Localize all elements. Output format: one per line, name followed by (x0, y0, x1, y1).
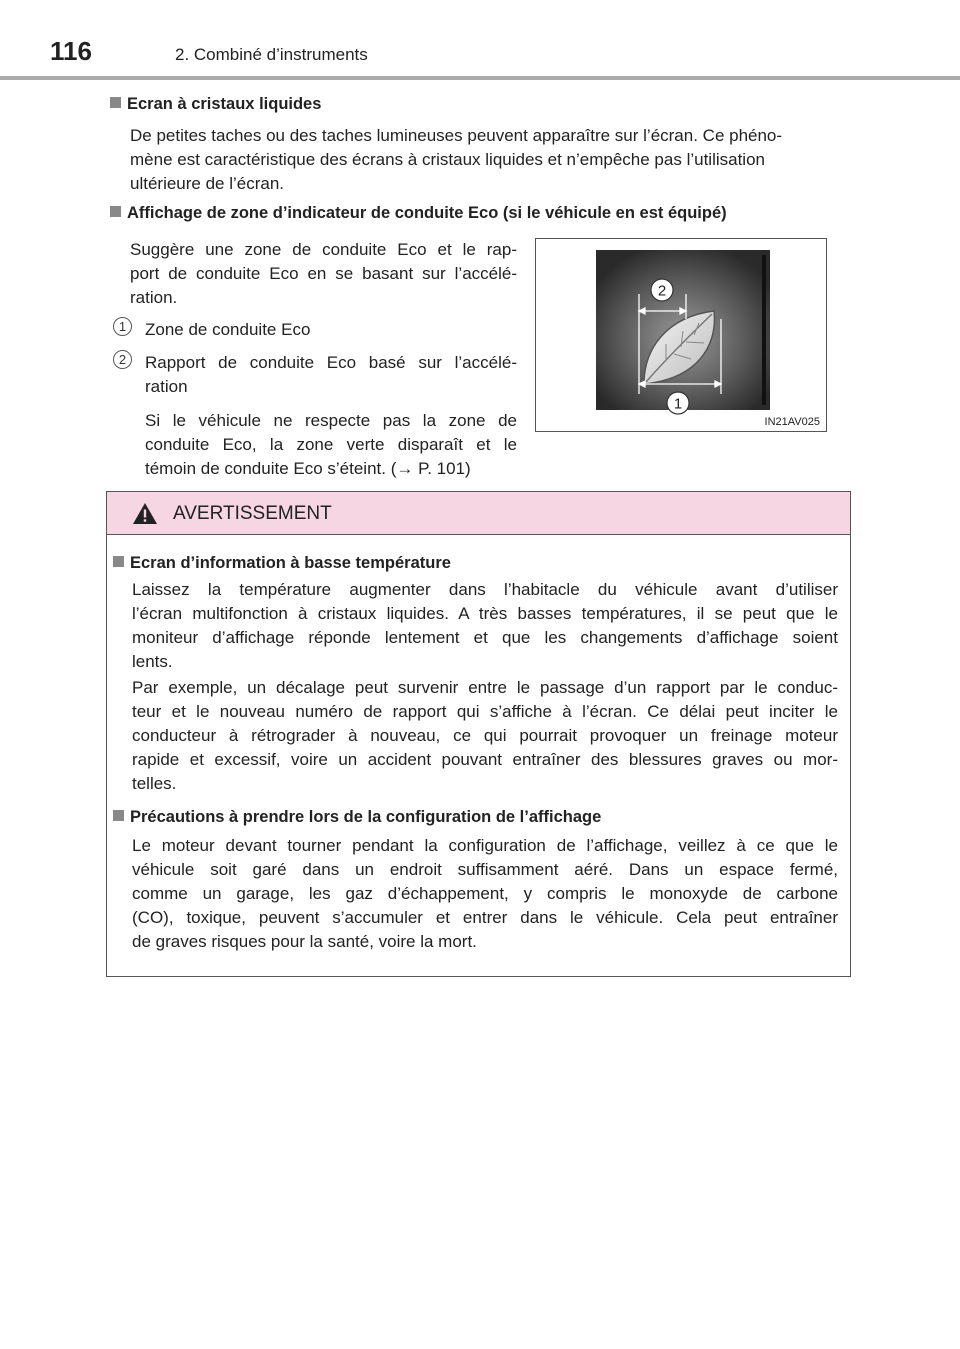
svg-text:2: 2 (657, 282, 667, 300)
warning-line: l’écran multifonction à cristaux liquides. A très basses températures, il se peut que le (132, 604, 838, 623)
square-bullet-icon (113, 556, 124, 567)
warning-section-heading: Ecran d’information à basse température (113, 552, 451, 574)
warning-section-heading: Précautions à prendre lors de la configuration de l’affichage (113, 806, 601, 828)
square-bullet-icon (113, 810, 124, 821)
warning-line: conducteur à rétrograder à nouveau, ce qui pourrait provoquer un freinage moteur (132, 726, 838, 745)
eco-intro-line: port de conduite Eco en se basant sur l’accélé- (130, 264, 517, 283)
warning-line: telles. (132, 774, 177, 793)
eco-indicator-figure (535, 238, 827, 432)
callout-2 (651, 279, 673, 301)
warning-line: rapide et excessif, voire un accident pouvant entraîner des blessures graves ou mor- (132, 750, 838, 769)
header-rule (0, 76, 960, 80)
eco-intro-line: ration. (130, 288, 178, 307)
warning-line: véhicule soit garé dans un endroit suffisamment aéré. Dans un espace fermé, (132, 860, 838, 879)
eco-item-2-label: Rapport de conduite Eco basé sur l’accélé- (145, 353, 517, 372)
section-heading-lcd: Ecran à cristaux liquides (110, 93, 321, 115)
warning-line: Le moteur devant tourner pendant la configuration de l’affichage, veillez à ce que le (132, 836, 838, 855)
page-number: 116 (50, 36, 92, 66)
eco-intro-line: Suggère une zone de conduite Eco et le rap- (130, 240, 517, 259)
warning-line: de graves risques pour la santé, voire la mort. (132, 932, 477, 951)
eco-item-1-label: Zone de conduite Eco (145, 320, 311, 339)
warning-title: AVERTISSEMENT (173, 503, 332, 524)
warning-line: lents. (132, 652, 173, 671)
svg-text:1: 1 (673, 395, 683, 413)
callout-1 (667, 392, 689, 414)
eco-note-line: Si le véhicule ne respecte pas la zone de (145, 411, 517, 430)
warning-header (107, 492, 850, 535)
square-bullet-icon (110, 206, 121, 217)
eco-item-2-label: ration (145, 377, 188, 396)
eco-display-illustration (536, 239, 826, 431)
number-1-icon: 1 (113, 317, 132, 336)
warning-line: comme un garage, les gaz d’échappement, y compris le monoxyde de carbone (132, 884, 838, 903)
page-header (0, 0, 960, 80)
section-heading-eco: Affichage de zone d’indicateur de conduite Eco (si le véhicule en est équipé) (110, 202, 727, 224)
warning-line: (CO), toxique, peuvent s’accumuler et entrer dans le véhicule. Cela peut entraîner (132, 908, 838, 927)
eco-note-line: témoin de conduite Eco s’éteint. (→ P. 101) (145, 459, 471, 478)
square-bullet-icon (110, 97, 121, 108)
warning-line: moniteur d’affichage réponde lentement et que les changements d’affichage soient (132, 628, 838, 647)
lcd-line: mène est caractéristique des écrans à cristaux liquides et n’empêche pas l’utilisation (130, 150, 765, 169)
eco-note-line: conduite Eco, la zone verte disparaît et le (145, 435, 517, 454)
number-2-icon: 2 (113, 350, 132, 369)
scale-bar (762, 255, 766, 405)
figure-code: IN21AV025 (764, 416, 820, 428)
warning-triangle-icon (132, 502, 158, 525)
lcd-line: De petites taches ou des taches lumineuses peuvent apparaître sur l’écran. Ce phéno- (130, 126, 783, 145)
warning-line: Laissez la température augmenter dans l’habitacle du véhicule avant d’utiliser (132, 580, 838, 599)
warning-line: Par exemple, un décalage peut survenir entre le passage d’un rapport par le conduc- (132, 678, 838, 697)
lcd-line: ultérieure de l’écran. (130, 174, 285, 193)
warning-line: teur et le nouveau numéro de rapport qui s’affiche à l’écran. Ce délai peut inciter le (132, 702, 838, 721)
chapter-title: 2. Combiné d’instruments (175, 45, 368, 64)
